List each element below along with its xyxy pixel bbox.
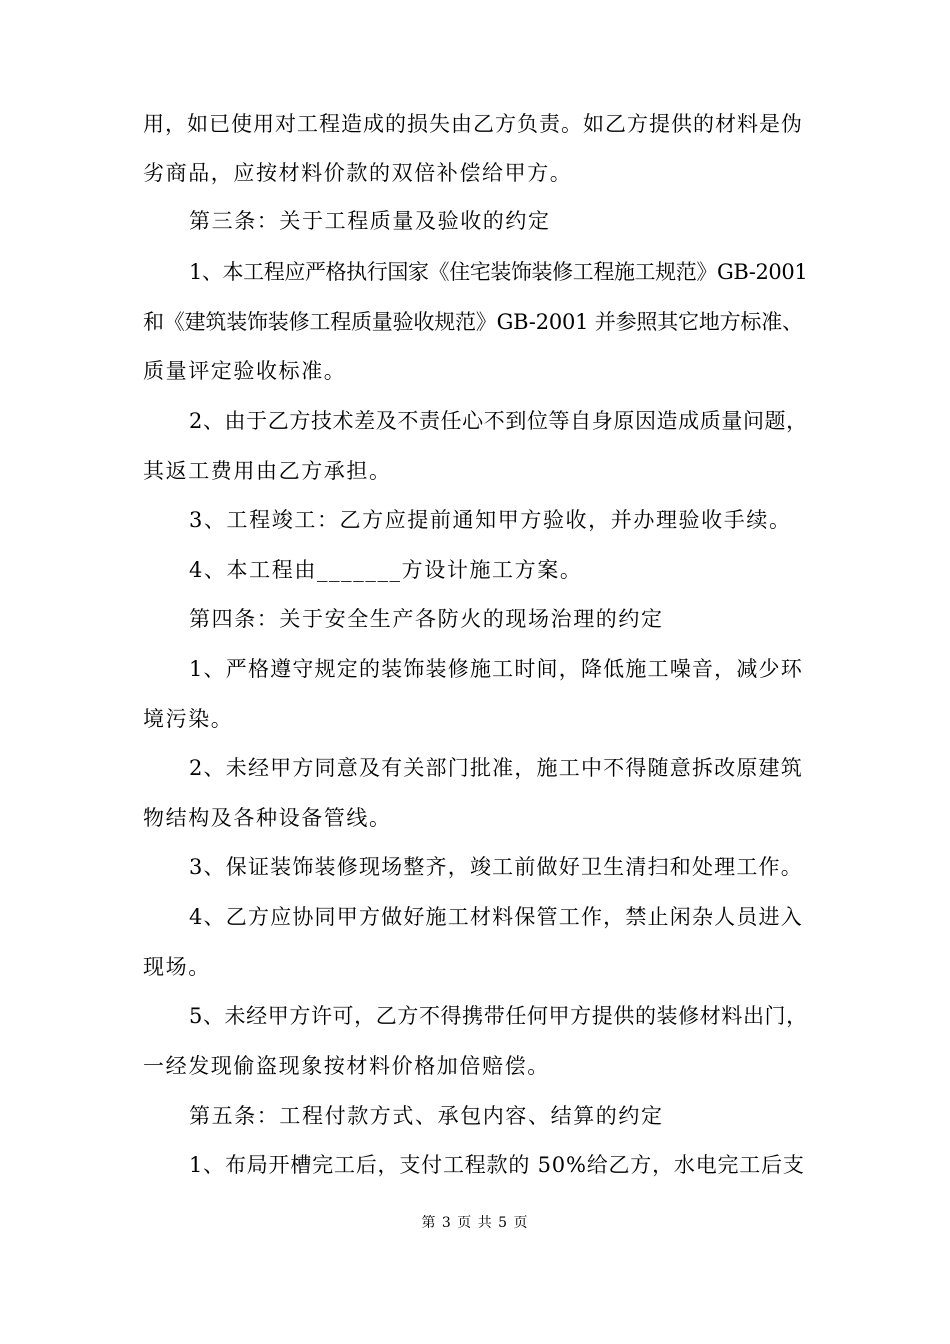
- article-3-item-2-line-2: 其返工费用由乙方承担。: [143, 459, 392, 483]
- article-3-heading: 第三条：关于工程质量及验收的约定: [189, 209, 551, 233]
- page-number-footer: 第 3 页 共 5 页: [421, 1215, 529, 1231]
- article-3-item-2-line-1: 2、由于乙方技术差及不责任心不到位等自身原因造成质量问题，: [189, 409, 808, 433]
- article-3-item-1-line-1: 1、本工程应严格执行国家《住宅装饰装修工程施工规范》GB-2001: [189, 260, 808, 284]
- article-4-item-2-line-1: 2、未经甲方同意及有关部门批准，施工中不得随意拆改原建筑: [189, 756, 803, 780]
- article-4-item-1-line-1: 1、严格遵守规定的装饰装修施工时间，降低施工噪音，减少环: [189, 657, 803, 681]
- article-4-item-5-line-2: 一经发现偷盗现象按材料价格加倍赔偿。: [143, 1054, 550, 1078]
- article-4-item-4-line-2: 现场。: [143, 955, 211, 979]
- article-3-item-1-line-2: 和《建筑装饰装修工程质量验收规范》GB-2001 并参照其它地方标准、: [143, 310, 803, 334]
- text-line-continuation-1: 用，如已使用对工程造成的损失由乙方负责。如乙方提供的材料是伪: [143, 112, 803, 136]
- article-4-item-1-line-2: 境污染。: [143, 707, 234, 731]
- article-4-item-5-line-1: 5、未经甲方许可，乙方不得携带任何甲方提供的装修材料出门，: [189, 1004, 808, 1028]
- article-3-item-1-line-3: 质量评定验收标准。: [143, 359, 347, 383]
- text-line-continuation-2: 劣商品，应按材料价款的双倍补偿给甲方。: [143, 161, 573, 185]
- article-4-item-3: 3、保证装饰装修现场整齐，竣工前做好卫生清扫和处理工作。: [189, 855, 803, 879]
- article-3-item-4: 4、本工程由_______方设计施工方案。: [189, 558, 583, 582]
- article-5-item-1-line-1: 1、布局开槽完工后，支付工程款的 50%给乙方，水电完工后支: [189, 1153, 805, 1177]
- article-4-item-4-line-1: 4、乙方应协同甲方做好施工材料保管工作，禁止闲杂人员进入: [189, 905, 803, 929]
- article-4-heading: 第四条：关于安全生产各防火的现场治理的约定: [189, 607, 664, 631]
- article-4-item-2-line-2: 物结构及各种设备管线。: [143, 806, 392, 830]
- article-3-item-3: 3、工程竣工：乙方应提前通知甲方验收，并办理验收手续。: [189, 508, 792, 532]
- article-5-heading: 第五条：工程付款方式、承包内容、结算的约定: [189, 1104, 664, 1128]
